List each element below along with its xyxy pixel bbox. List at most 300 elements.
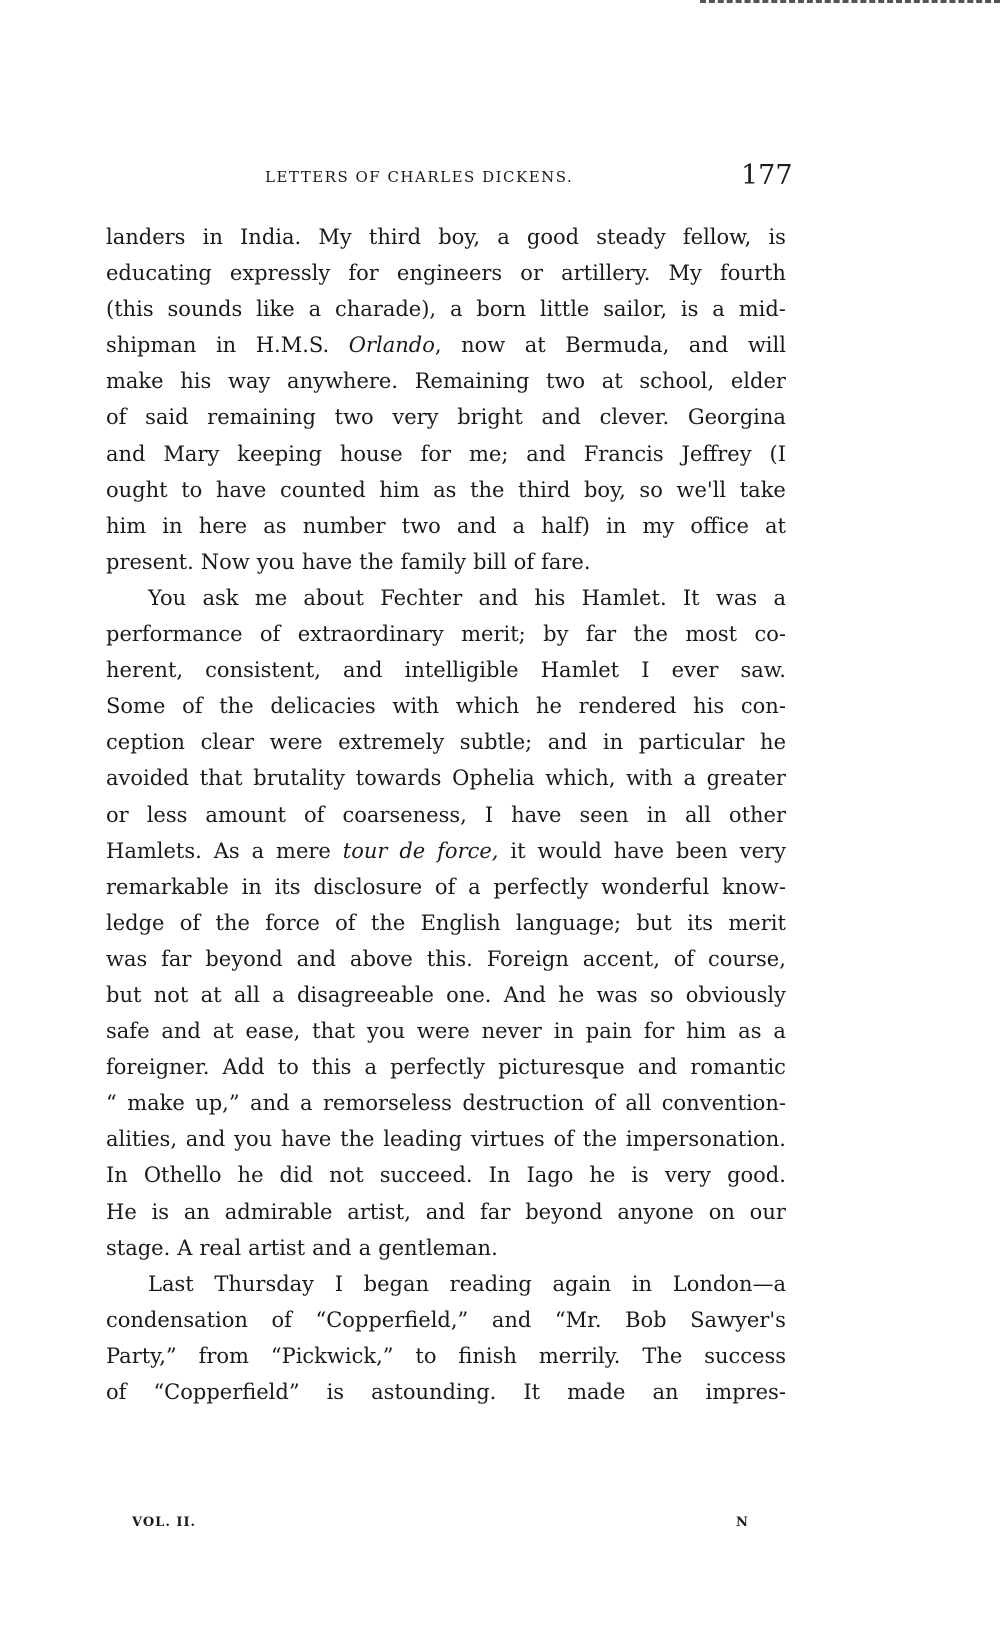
text-line xyxy=(106,1085,786,1121)
word: the xyxy=(582,1127,618,1152)
word: never xyxy=(481,1019,542,1044)
word: this xyxy=(311,1055,352,1080)
word: H.M.S. xyxy=(255,333,330,358)
word: force, xyxy=(437,838,499,863)
page-number: 177 xyxy=(741,160,793,191)
word: all xyxy=(233,982,260,1007)
word: remaining xyxy=(207,405,316,430)
word: of xyxy=(594,1091,615,1116)
word: a xyxy=(683,766,696,791)
word: you xyxy=(256,549,295,574)
word: at xyxy=(200,982,222,1007)
word: Sawyer's xyxy=(690,1307,786,1332)
word: It xyxy=(523,1380,541,1404)
word: of xyxy=(513,549,535,574)
word: born xyxy=(476,297,527,322)
word: Orlando, xyxy=(348,333,442,358)
word: for xyxy=(420,441,452,466)
word: up,” xyxy=(195,1091,240,1116)
word: pain xyxy=(585,1019,633,1044)
word: fare. xyxy=(541,549,591,574)
word: reading xyxy=(449,1271,532,1296)
word: will xyxy=(747,333,786,358)
word: so xyxy=(639,477,663,502)
word: as xyxy=(263,513,287,538)
word: Foreign xyxy=(486,946,569,971)
word: virtues xyxy=(470,1127,545,1152)
word: safe xyxy=(106,1019,150,1044)
word: of xyxy=(553,1127,574,1152)
word: London—a xyxy=(672,1271,786,1296)
word: My xyxy=(318,225,352,249)
word: and xyxy=(541,405,581,430)
word: In xyxy=(106,1163,128,1188)
word: number xyxy=(302,513,386,538)
word: the xyxy=(359,549,394,574)
word: and xyxy=(106,441,146,466)
word: all xyxy=(625,1091,652,1116)
word: You xyxy=(148,585,187,610)
word: for xyxy=(348,261,379,286)
word: a xyxy=(468,874,481,899)
word: in xyxy=(602,730,624,755)
word: anyone xyxy=(617,1199,694,1224)
word: have xyxy=(301,549,353,574)
word: Francis xyxy=(583,441,664,466)
word: He xyxy=(106,1199,137,1224)
text-line xyxy=(106,363,786,399)
word: at xyxy=(524,333,546,358)
word: a xyxy=(712,297,725,322)
word: Some xyxy=(106,694,166,719)
word: stage. xyxy=(106,1235,171,1260)
word: “Pickwick,” xyxy=(270,1343,394,1368)
word: a xyxy=(251,838,265,863)
word: seen xyxy=(579,802,629,827)
text-line xyxy=(106,327,786,363)
text-line xyxy=(106,580,786,616)
word: of xyxy=(106,405,127,430)
text-line xyxy=(106,1049,786,1085)
word: extraordinary xyxy=(297,622,444,647)
word: and xyxy=(161,1019,201,1044)
word: expressly xyxy=(229,261,331,286)
word: language; xyxy=(515,910,622,935)
text-line xyxy=(106,652,786,688)
word: (I xyxy=(769,441,786,466)
word: of xyxy=(335,910,356,935)
word: Othello xyxy=(143,1163,222,1188)
word: the xyxy=(215,910,250,935)
word: one. xyxy=(446,982,492,1007)
word: “Mr. xyxy=(554,1307,602,1332)
text-line xyxy=(106,1013,786,1049)
word: admirable xyxy=(224,1199,333,1224)
word: house xyxy=(339,441,403,466)
word: and xyxy=(547,730,588,755)
word: perfectly xyxy=(390,1055,485,1080)
word: accent, xyxy=(582,946,660,971)
word: of xyxy=(182,694,203,719)
word: fourth xyxy=(720,261,786,286)
word: engineers xyxy=(396,261,503,286)
word: by xyxy=(543,622,569,647)
word: at xyxy=(212,1019,234,1044)
word: succeed. xyxy=(379,1163,473,1188)
word: a xyxy=(272,982,285,1007)
word: in xyxy=(215,333,237,358)
word: did xyxy=(279,1163,314,1188)
text-line xyxy=(106,219,786,255)
word: My xyxy=(668,261,702,286)
word: of xyxy=(179,910,201,935)
word: coarseness, xyxy=(342,802,467,827)
word: he xyxy=(760,730,786,755)
word: and xyxy=(526,441,566,466)
word: bright xyxy=(457,405,523,430)
word: educating xyxy=(106,261,212,286)
word: in xyxy=(162,513,183,538)
word: have xyxy=(280,1127,332,1152)
word: Hamlet xyxy=(540,658,620,683)
word: a xyxy=(449,297,463,322)
word: above xyxy=(349,946,413,971)
word: in xyxy=(646,802,667,827)
text-line xyxy=(106,869,786,905)
word: Party,” xyxy=(106,1343,177,1368)
word: is xyxy=(768,225,786,249)
word: school, xyxy=(639,369,715,394)
word: two xyxy=(546,369,586,394)
word: and xyxy=(688,333,729,358)
word: greater xyxy=(706,766,786,791)
word: artillery. xyxy=(561,261,651,286)
word: a xyxy=(773,1019,786,1044)
word: now xyxy=(461,333,506,358)
word: very xyxy=(739,838,786,863)
word: I xyxy=(641,658,650,683)
word: bill xyxy=(473,549,507,574)
word: merit xyxy=(728,910,786,935)
word: force xyxy=(265,910,320,935)
word: English xyxy=(420,910,501,935)
text-line xyxy=(106,977,786,1013)
word: Ophelia xyxy=(452,766,535,791)
word: way xyxy=(228,369,271,394)
word: and xyxy=(296,946,337,971)
word: ception xyxy=(106,730,185,755)
word: Hamlets. xyxy=(106,838,202,863)
word: and xyxy=(456,513,497,538)
word: at xyxy=(601,369,623,394)
word: he xyxy=(558,982,585,1007)
word: in xyxy=(241,874,262,899)
word: present. xyxy=(106,549,194,574)
word: Remaining xyxy=(414,369,530,394)
running-head: LETTERS OF CHARLES DICKENS. xyxy=(265,168,574,186)
word: and xyxy=(478,585,519,610)
word: far xyxy=(585,622,617,647)
word: two xyxy=(401,513,441,538)
word: disclosure xyxy=(313,874,423,899)
word: A xyxy=(177,1235,193,1260)
word: remorseless xyxy=(322,1091,452,1116)
word: to xyxy=(181,477,203,502)
text-line xyxy=(106,1374,786,1410)
word: my xyxy=(642,513,675,538)
word: sailor, xyxy=(603,297,668,322)
word: good. xyxy=(727,1163,786,1188)
word: ask xyxy=(202,585,239,610)
text-line xyxy=(106,941,786,977)
word: not xyxy=(153,982,189,1007)
word: have xyxy=(613,838,665,863)
word: and xyxy=(491,1307,532,1332)
word: wonderful xyxy=(601,874,710,899)
text-line xyxy=(106,1230,786,1266)
text-line xyxy=(106,1121,786,1157)
word: is xyxy=(151,1199,170,1224)
word: of xyxy=(259,622,281,647)
text-line xyxy=(106,616,786,652)
word: fellow, xyxy=(682,225,752,249)
word: and xyxy=(250,1091,290,1116)
word: and xyxy=(343,658,383,683)
word: our xyxy=(749,1199,786,1224)
word: landers xyxy=(106,225,186,249)
word: was xyxy=(106,946,148,971)
word: shipman xyxy=(106,333,197,358)
word: herent, xyxy=(106,658,184,683)
word: Now xyxy=(200,549,250,574)
text-line xyxy=(106,1157,786,1193)
word: sounds xyxy=(167,297,243,322)
text-line xyxy=(106,1194,786,1230)
word: little xyxy=(539,297,590,322)
word: less xyxy=(146,802,188,827)
word: said xyxy=(145,405,189,430)
word: a xyxy=(308,297,322,322)
word: most xyxy=(685,622,738,647)
word: like xyxy=(256,297,295,322)
word: brutality xyxy=(253,766,345,791)
word: is xyxy=(326,1380,345,1404)
word: charade), xyxy=(334,297,437,322)
word: or xyxy=(520,261,543,286)
word: which xyxy=(455,694,520,719)
word: as xyxy=(738,1019,762,1044)
word: he xyxy=(535,694,562,719)
word: I xyxy=(484,802,494,827)
word: beyond xyxy=(205,946,283,971)
word: its xyxy=(687,910,714,935)
word: again xyxy=(552,1271,612,1296)
word: is xyxy=(680,297,699,322)
text-line xyxy=(106,688,786,724)
text-line xyxy=(106,1338,786,1374)
word: on xyxy=(708,1199,735,1224)
word: so xyxy=(650,982,674,1007)
word: ledge xyxy=(106,910,165,935)
word: avoided xyxy=(106,766,190,791)
word: we'll xyxy=(676,477,727,502)
text-line xyxy=(106,544,786,580)
word: “ xyxy=(106,1091,117,1116)
word: amount xyxy=(205,802,286,827)
word: delicacies xyxy=(270,694,376,719)
word: of xyxy=(304,802,325,827)
word: Bob xyxy=(625,1307,667,1332)
text-line xyxy=(106,724,786,760)
word: of xyxy=(271,1307,292,1332)
volume-signature: VOL. II. xyxy=(132,1515,197,1530)
word: it xyxy=(510,838,526,863)
text-line xyxy=(106,1266,786,1302)
word: he xyxy=(589,1163,616,1188)
word: subtle; xyxy=(459,730,533,755)
word: And xyxy=(503,982,546,1007)
word: artist xyxy=(248,1235,306,1260)
word: con- xyxy=(740,694,786,719)
word: far xyxy=(480,1199,511,1224)
word: to xyxy=(415,1343,437,1368)
word: and xyxy=(185,1127,226,1152)
word: third xyxy=(518,477,571,502)
text-line xyxy=(106,797,786,833)
word: anywhere. xyxy=(287,369,399,394)
word: other xyxy=(728,802,786,827)
gathering-signature: N xyxy=(736,1515,748,1530)
word: merrily. xyxy=(538,1343,621,1368)
word: tour xyxy=(342,838,388,863)
word: the xyxy=(470,477,505,502)
word: gentleman. xyxy=(378,1235,498,1260)
word: been xyxy=(675,838,728,863)
word: boy, xyxy=(583,477,626,502)
word: make xyxy=(106,369,164,394)
word: its xyxy=(274,874,301,899)
word: elder xyxy=(730,369,786,394)
word: the xyxy=(219,694,254,719)
text-line xyxy=(106,905,786,941)
word: very xyxy=(664,1163,712,1188)
word: a xyxy=(773,585,786,610)
text-line xyxy=(106,833,786,869)
word: about xyxy=(303,585,364,610)
word: Last xyxy=(148,1271,194,1296)
body-text xyxy=(106,219,786,1410)
word: of xyxy=(673,946,695,971)
word: with xyxy=(626,766,673,791)
word: performance xyxy=(106,622,243,647)
word: that xyxy=(199,766,243,791)
word: and xyxy=(637,1055,678,1080)
word: an xyxy=(652,1380,679,1404)
word: Hamlet. xyxy=(581,585,667,610)
word: impres- xyxy=(705,1380,786,1404)
word: I xyxy=(334,1271,343,1296)
word: picturesque xyxy=(498,1055,625,1080)
word: impersonation. xyxy=(625,1127,786,1152)
word: foreigner. xyxy=(106,1055,210,1080)
word: for xyxy=(643,1019,675,1044)
word: ever xyxy=(671,658,719,683)
word: steady xyxy=(596,225,666,249)
word: made xyxy=(567,1380,626,1404)
word: his xyxy=(534,585,566,610)
word: romantic xyxy=(690,1055,786,1080)
word: a xyxy=(358,1235,372,1260)
text-line xyxy=(106,291,786,327)
word: ease, xyxy=(245,1019,301,1044)
word: take xyxy=(739,477,786,502)
word: was xyxy=(715,585,758,610)
word: in xyxy=(202,225,223,249)
word: but xyxy=(636,910,672,935)
word: success xyxy=(704,1343,786,1368)
word: disagreeable xyxy=(296,982,434,1007)
word: remarkable xyxy=(106,874,229,899)
word: particular xyxy=(638,730,745,755)
word: not xyxy=(329,1163,364,1188)
word: de xyxy=(399,838,426,863)
word: was xyxy=(596,982,638,1007)
word: consistent, xyxy=(205,658,321,683)
word: in xyxy=(631,1271,653,1296)
word: were xyxy=(416,1019,470,1044)
word: Thursday xyxy=(214,1271,315,1296)
word: extremely xyxy=(338,730,445,755)
word: his xyxy=(180,369,212,394)
word: him xyxy=(106,513,147,538)
word: obviously xyxy=(685,982,786,1007)
word: me; xyxy=(468,441,509,466)
word: in xyxy=(553,1019,574,1044)
word: would xyxy=(537,838,602,863)
word: Georgina xyxy=(687,405,786,430)
word: (this xyxy=(106,297,154,322)
word: office xyxy=(690,513,749,538)
word: Bermuda, xyxy=(565,333,670,358)
word: leading xyxy=(383,1127,463,1152)
word: half) xyxy=(541,513,590,538)
word: from xyxy=(198,1343,249,1368)
word: Add xyxy=(222,1055,265,1080)
word: mid- xyxy=(738,297,786,322)
word: him xyxy=(379,477,420,502)
word: course, xyxy=(708,946,786,971)
word: is xyxy=(631,1163,649,1188)
word: were xyxy=(269,730,323,755)
word: or xyxy=(106,802,129,827)
word: co- xyxy=(754,622,786,647)
scan-edge-marks xyxy=(700,0,1000,9)
word: The xyxy=(642,1343,683,1368)
word: a xyxy=(512,513,526,538)
word: in xyxy=(606,513,627,538)
word: India. xyxy=(240,225,302,249)
word: of xyxy=(434,874,456,899)
text-line xyxy=(106,255,786,291)
text-line xyxy=(106,760,786,796)
word: third xyxy=(368,225,422,249)
text-line xyxy=(106,472,786,508)
word: here xyxy=(198,513,248,538)
word: ought xyxy=(106,477,168,502)
word: “Copperfield” xyxy=(153,1380,300,1404)
word: real xyxy=(199,1235,242,1260)
word: counted xyxy=(279,477,366,502)
